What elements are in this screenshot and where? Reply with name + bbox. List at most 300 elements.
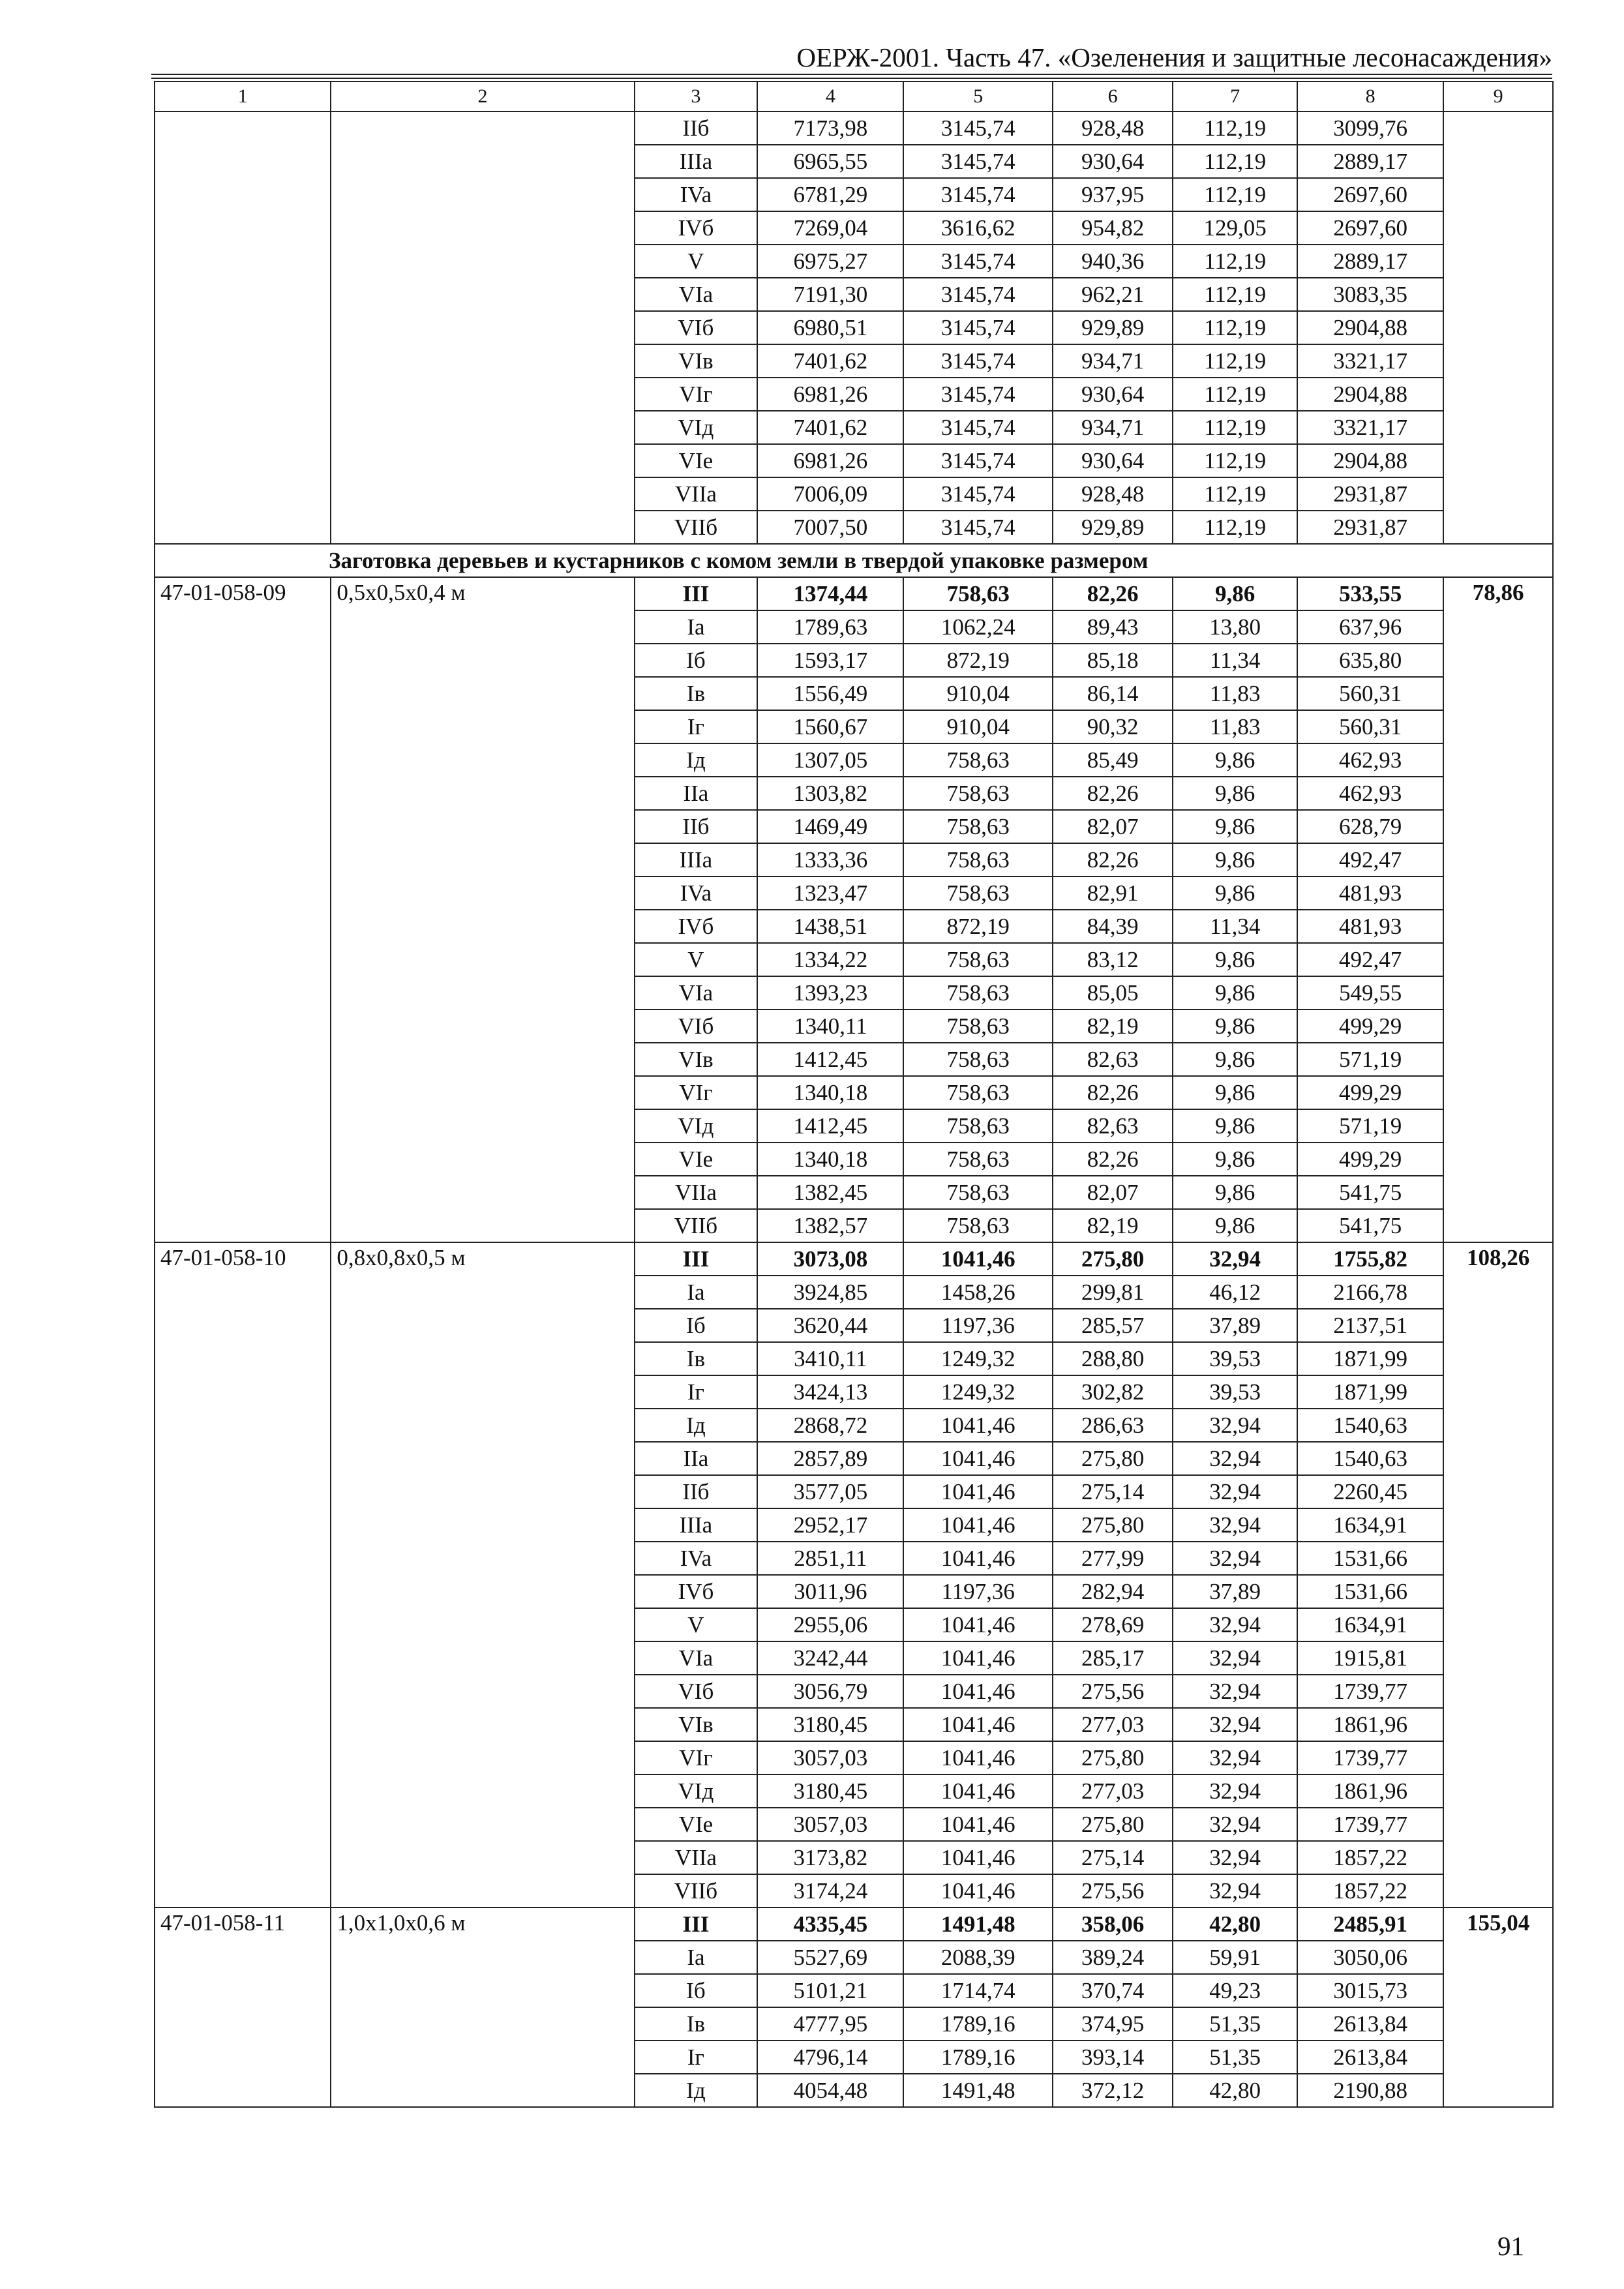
zone-cell: VIa bbox=[635, 278, 758, 311]
column-number: 9 bbox=[1443, 82, 1553, 112]
machines-cell: 82,91 bbox=[1053, 876, 1173, 910]
total-cost-cell: 1340,11 bbox=[757, 1010, 903, 1043]
total-cost-cell: 4335,45 bbox=[757, 1908, 903, 1941]
machines-cell: 934,71 bbox=[1053, 344, 1173, 378]
size-cell bbox=[331, 112, 634, 544]
total-cost-cell: 3057,03 bbox=[757, 1808, 903, 1841]
total-cost-cell: 3242,44 bbox=[757, 1641, 903, 1675]
zone-cell: VIв bbox=[635, 1043, 758, 1076]
materials-cell: 2904,88 bbox=[1297, 311, 1443, 344]
machinist-wages-cell: 42,80 bbox=[1173, 2074, 1297, 2107]
zone-cell: V bbox=[635, 245, 758, 278]
machines-cell: 358,06 bbox=[1053, 1908, 1173, 1941]
total-cost-cell: 3057,03 bbox=[757, 1741, 903, 1774]
col9-cell: 155,04 bbox=[1443, 1908, 1553, 2107]
machinist-wages-cell: 32,94 bbox=[1173, 1508, 1297, 1542]
code-cell: 47-01-058-09 bbox=[155, 577, 331, 1242]
machinist-wages-cell: 129,05 bbox=[1173, 211, 1297, 245]
machinist-wages-cell: 42,80 bbox=[1173, 1908, 1297, 1941]
zone-cell: VIe bbox=[635, 1808, 758, 1841]
materials-cell: 3015,73 bbox=[1297, 1974, 1443, 2007]
total-cost-cell: 7401,62 bbox=[757, 344, 903, 378]
machines-cell: 90,32 bbox=[1053, 710, 1173, 743]
machinist-wages-cell: 112,19 bbox=[1173, 344, 1297, 378]
machines-cell: 393,14 bbox=[1053, 2041, 1173, 2074]
materials-cell: 1871,99 bbox=[1297, 1375, 1443, 1409]
total-cost-cell: 4777,95 bbox=[757, 2007, 903, 2041]
wages-cell: 3145,74 bbox=[903, 444, 1052, 477]
materials-cell: 1857,22 bbox=[1297, 1841, 1443, 1874]
zone-cell: III bbox=[635, 1908, 758, 1941]
wages-cell: 1041,46 bbox=[903, 1708, 1052, 1741]
size-cell: 0,5x0,5x0,4 м bbox=[331, 577, 634, 1242]
materials-cell: 2904,88 bbox=[1297, 444, 1443, 477]
zone-cell: IIб bbox=[635, 112, 758, 145]
machinist-wages-cell: 32,94 bbox=[1173, 1409, 1297, 1442]
zone-cell: VIIб bbox=[635, 1209, 758, 1242]
machinist-wages-cell: 112,19 bbox=[1173, 378, 1297, 411]
materials-cell: 2260,45 bbox=[1297, 1475, 1443, 1508]
machinist-wages-cell: 32,94 bbox=[1173, 1542, 1297, 1575]
total-cost-cell: 4796,14 bbox=[757, 2041, 903, 2074]
wages-cell: 758,63 bbox=[903, 810, 1052, 843]
machinist-wages-cell: 32,94 bbox=[1173, 1475, 1297, 1508]
machines-cell: 962,21 bbox=[1053, 278, 1173, 311]
zone-cell: VIa bbox=[635, 976, 758, 1010]
machines-cell: 929,89 bbox=[1053, 311, 1173, 344]
machines-cell: 277,99 bbox=[1053, 1542, 1173, 1575]
wages-cell: 758,63 bbox=[903, 743, 1052, 777]
wages-cell: 758,63 bbox=[903, 1076, 1052, 1109]
machinist-wages-cell: 9,86 bbox=[1173, 1010, 1297, 1043]
total-cost-cell: 2868,72 bbox=[757, 1409, 903, 1442]
wages-cell: 1197,36 bbox=[903, 1575, 1052, 1608]
machinist-wages-cell: 51,35 bbox=[1173, 2041, 1297, 2074]
machinist-wages-cell: 9,86 bbox=[1173, 1076, 1297, 1109]
total-cost-cell: 2955,06 bbox=[757, 1608, 903, 1641]
machinist-wages-cell: 9,86 bbox=[1173, 1176, 1297, 1209]
machinist-wages-cell: 32,94 bbox=[1173, 1242, 1297, 1276]
zone-cell: Ia bbox=[635, 1941, 758, 1974]
machines-cell: 275,80 bbox=[1053, 1242, 1173, 1276]
size-cell: 0,8x0,8x0,5 м bbox=[331, 1242, 634, 1908]
zone-cell: IVб bbox=[635, 1575, 758, 1608]
price-table-body bbox=[155, 82, 1553, 2107]
column-number: 1 bbox=[155, 82, 331, 112]
zone-cell: VIIб bbox=[635, 1874, 758, 1908]
machinist-wages-cell: 59,91 bbox=[1173, 1941, 1297, 1974]
machinist-wages-cell: 46,12 bbox=[1173, 1276, 1297, 1309]
machinist-wages-cell: 9,86 bbox=[1173, 743, 1297, 777]
total-cost-cell: 1593,17 bbox=[757, 644, 903, 677]
zone-cell: Iд bbox=[635, 743, 758, 777]
materials-cell: 481,93 bbox=[1297, 876, 1443, 910]
machines-cell: 930,64 bbox=[1053, 444, 1173, 477]
zone-cell: IIIa bbox=[635, 1508, 758, 1542]
wages-cell: 1789,16 bbox=[903, 2041, 1052, 2074]
materials-cell: 1540,63 bbox=[1297, 1409, 1443, 1442]
column-number: 5 bbox=[903, 82, 1052, 112]
materials-cell: 2697,60 bbox=[1297, 211, 1443, 245]
wages-cell: 1041,46 bbox=[903, 1741, 1052, 1774]
wages-cell: 910,04 bbox=[903, 677, 1052, 710]
materials-cell: 541,75 bbox=[1297, 1209, 1443, 1242]
materials-cell: 2931,87 bbox=[1297, 477, 1443, 511]
wages-cell: 1249,32 bbox=[903, 1375, 1052, 1409]
machinist-wages-cell: 112,19 bbox=[1173, 145, 1297, 178]
zone-cell: V bbox=[635, 943, 758, 976]
machines-cell: 82,63 bbox=[1053, 1109, 1173, 1143]
machinist-wages-cell: 32,94 bbox=[1173, 1708, 1297, 1741]
machines-cell: 285,57 bbox=[1053, 1309, 1173, 1342]
machines-cell: 86,14 bbox=[1053, 677, 1173, 710]
materials-cell: 2613,84 bbox=[1297, 2007, 1443, 2041]
total-cost-cell: 6965,55 bbox=[757, 145, 903, 178]
machinist-wages-cell: 32,94 bbox=[1173, 1841, 1297, 1874]
wages-cell: 758,63 bbox=[903, 1176, 1052, 1209]
header-rule-double bbox=[151, 78, 1552, 79]
machines-cell: 302,82 bbox=[1053, 1375, 1173, 1409]
machines-cell: 82,07 bbox=[1053, 1176, 1173, 1209]
zone-cell: V bbox=[635, 1608, 758, 1641]
total-cost-cell: 7401,62 bbox=[757, 411, 903, 444]
wages-cell: 1041,46 bbox=[903, 1841, 1052, 1874]
zone-cell: VIд bbox=[635, 1774, 758, 1808]
wages-cell: 1041,46 bbox=[903, 1475, 1052, 1508]
machinist-wages-cell: 11,34 bbox=[1173, 910, 1297, 943]
wages-cell: 3145,74 bbox=[903, 378, 1052, 411]
machines-cell: 389,24 bbox=[1053, 1941, 1173, 1974]
total-cost-cell: 1374,44 bbox=[757, 577, 903, 610]
materials-cell: 1634,91 bbox=[1297, 1608, 1443, 1641]
wages-cell: 758,63 bbox=[903, 1109, 1052, 1143]
machines-cell: 937,95 bbox=[1053, 178, 1173, 211]
materials-cell: 1871,99 bbox=[1297, 1342, 1443, 1375]
zone-cell: VIe bbox=[635, 444, 758, 477]
wages-cell: 3145,74 bbox=[903, 245, 1052, 278]
zone-cell: VIг bbox=[635, 378, 758, 411]
wages-cell: 1041,46 bbox=[903, 1608, 1052, 1641]
wages-cell: 1197,36 bbox=[903, 1309, 1052, 1342]
zone-cell: Iв bbox=[635, 2007, 758, 2041]
zone-cell: VIIa bbox=[635, 1176, 758, 1209]
materials-cell: 2613,84 bbox=[1297, 2041, 1443, 2074]
materials-cell: 3321,17 bbox=[1297, 411, 1443, 444]
zone-cell: VIд bbox=[635, 1109, 758, 1143]
total-cost-cell: 1393,23 bbox=[757, 976, 903, 1010]
materials-cell: 3050,06 bbox=[1297, 1941, 1443, 1974]
materials-cell: 499,29 bbox=[1297, 1143, 1443, 1176]
materials-cell: 492,47 bbox=[1297, 943, 1443, 976]
machines-cell: 929,89 bbox=[1053, 511, 1173, 544]
total-cost-cell: 1469,49 bbox=[757, 810, 903, 843]
machinist-wages-cell: 112,19 bbox=[1173, 511, 1297, 544]
machinist-wages-cell: 112,19 bbox=[1173, 444, 1297, 477]
machinist-wages-cell: 9,86 bbox=[1173, 577, 1297, 610]
materials-cell: 499,29 bbox=[1297, 1010, 1443, 1043]
zone-cell: VIг bbox=[635, 1076, 758, 1109]
total-cost-cell: 1340,18 bbox=[757, 1076, 903, 1109]
wages-cell: 758,63 bbox=[903, 943, 1052, 976]
total-cost-cell: 1560,67 bbox=[757, 710, 903, 743]
total-cost-cell: 3620,44 bbox=[757, 1309, 903, 1342]
total-cost-cell: 6980,51 bbox=[757, 311, 903, 344]
materials-cell: 1861,96 bbox=[1297, 1774, 1443, 1808]
wages-cell: 758,63 bbox=[903, 1209, 1052, 1242]
total-cost-cell: 1412,45 bbox=[757, 1109, 903, 1143]
total-cost-cell: 6975,27 bbox=[757, 245, 903, 278]
total-cost-cell: 3410,11 bbox=[757, 1342, 903, 1375]
machinist-wages-cell: 112,19 bbox=[1173, 245, 1297, 278]
total-cost-cell: 3424,13 bbox=[757, 1375, 903, 1409]
wages-cell: 3145,74 bbox=[903, 311, 1052, 344]
machines-cell: 275,14 bbox=[1053, 1841, 1173, 1874]
materials-cell: 571,19 bbox=[1297, 1109, 1443, 1143]
zone-cell: VIг bbox=[635, 1741, 758, 1774]
machines-cell: 370,74 bbox=[1053, 1974, 1173, 2007]
materials-cell: 1857,22 bbox=[1297, 1874, 1443, 1908]
zone-cell: VIб bbox=[635, 1675, 758, 1708]
materials-cell: 499,29 bbox=[1297, 1076, 1443, 1109]
machines-cell: 934,71 bbox=[1053, 411, 1173, 444]
wages-cell: 3145,74 bbox=[903, 411, 1052, 444]
machines-cell: 85,18 bbox=[1053, 644, 1173, 677]
wages-cell: 1491,48 bbox=[903, 1908, 1052, 1941]
wages-cell: 3145,74 bbox=[903, 178, 1052, 211]
total-cost-cell: 7269,04 bbox=[757, 211, 903, 245]
materials-cell: 481,93 bbox=[1297, 910, 1443, 943]
wages-cell: 758,63 bbox=[903, 843, 1052, 876]
wages-cell: 1041,46 bbox=[903, 1442, 1052, 1475]
materials-cell: 1634,91 bbox=[1297, 1508, 1443, 1542]
materials-cell: 2190,88 bbox=[1297, 2074, 1443, 2107]
total-cost-cell: 1382,45 bbox=[757, 1176, 903, 1209]
machinist-wages-cell: 32,94 bbox=[1173, 1608, 1297, 1641]
total-cost-cell: 4054,48 bbox=[757, 2074, 903, 2107]
wages-cell: 758,63 bbox=[903, 876, 1052, 910]
materials-cell: 1739,77 bbox=[1297, 1808, 1443, 1841]
machines-cell: 89,43 bbox=[1053, 610, 1173, 644]
total-cost-cell: 3180,45 bbox=[757, 1774, 903, 1808]
zone-cell: VIв bbox=[635, 1708, 758, 1741]
column-number: 4 bbox=[757, 82, 903, 112]
section-title-row bbox=[155, 544, 1553, 577]
total-cost-cell: 2952,17 bbox=[757, 1508, 903, 1542]
materials-cell: 560,31 bbox=[1297, 710, 1443, 743]
machinist-wages-cell: 51,35 bbox=[1173, 2007, 1297, 2041]
machines-cell: 954,82 bbox=[1053, 211, 1173, 245]
materials-cell: 1739,77 bbox=[1297, 1675, 1443, 1708]
table-row bbox=[155, 1908, 1553, 1941]
wages-cell: 910,04 bbox=[903, 710, 1052, 743]
machinist-wages-cell: 112,19 bbox=[1173, 411, 1297, 444]
header-rule bbox=[151, 74, 1552, 75]
machines-cell: 277,03 bbox=[1053, 1708, 1173, 1741]
machines-cell: 82,19 bbox=[1053, 1010, 1173, 1043]
wages-cell: 872,19 bbox=[903, 644, 1052, 677]
materials-cell: 571,19 bbox=[1297, 1043, 1443, 1076]
zone-cell: VIIa bbox=[635, 477, 758, 511]
machines-cell: 82,26 bbox=[1053, 1143, 1173, 1176]
zone-cell: VIв bbox=[635, 344, 758, 378]
materials-cell: 1755,82 bbox=[1297, 1242, 1443, 1276]
zone-cell: VIб bbox=[635, 1010, 758, 1043]
machines-cell: 928,48 bbox=[1053, 112, 1173, 145]
wages-cell: 1458,26 bbox=[903, 1276, 1052, 1309]
section-title: Заготовка деревьев и кустарников с комом земли в твердой упаковке размером bbox=[155, 544, 1553, 577]
wages-cell: 3145,74 bbox=[903, 112, 1052, 145]
materials-cell: 2697,60 bbox=[1297, 178, 1443, 211]
materials-cell: 1739,77 bbox=[1297, 1741, 1443, 1774]
wages-cell: 758,63 bbox=[903, 1043, 1052, 1076]
machines-cell: 83,12 bbox=[1053, 943, 1173, 976]
zone-cell: Iб bbox=[635, 1974, 758, 2007]
column-number: 6 bbox=[1053, 82, 1173, 112]
machines-cell: 275,80 bbox=[1053, 1508, 1173, 1542]
materials-cell: 1540,63 bbox=[1297, 1442, 1443, 1475]
machines-cell: 275,14 bbox=[1053, 1475, 1173, 1508]
total-cost-cell: 2851,11 bbox=[757, 1542, 903, 1575]
machinist-wages-cell: 11,34 bbox=[1173, 644, 1297, 677]
materials-cell: 2889,17 bbox=[1297, 245, 1443, 278]
total-cost-cell: 1412,45 bbox=[757, 1043, 903, 1076]
wages-cell: 1041,46 bbox=[903, 1641, 1052, 1675]
machines-cell: 928,48 bbox=[1053, 477, 1173, 511]
total-cost-cell: 7191,30 bbox=[757, 278, 903, 311]
zone-cell: Iг bbox=[635, 1375, 758, 1409]
materials-cell: 560,31 bbox=[1297, 677, 1443, 710]
col9-cell: 78,86 bbox=[1443, 577, 1553, 1242]
zone-cell: IIIa bbox=[635, 843, 758, 876]
machinist-wages-cell: 13,80 bbox=[1173, 610, 1297, 644]
code-cell: 47-01-058-11 bbox=[155, 1908, 331, 2107]
total-cost-cell: 5101,21 bbox=[757, 1974, 903, 2007]
machines-cell: 374,95 bbox=[1053, 2007, 1173, 2041]
machinist-wages-cell: 32,94 bbox=[1173, 1874, 1297, 1908]
zone-cell: VIe bbox=[635, 1143, 758, 1176]
zone-cell: Iд bbox=[635, 1409, 758, 1442]
materials-cell: 1915,81 bbox=[1297, 1641, 1443, 1675]
materials-cell: 3099,76 bbox=[1297, 112, 1443, 145]
machines-cell: 299,81 bbox=[1053, 1276, 1173, 1309]
materials-cell: 637,96 bbox=[1297, 610, 1443, 644]
machinist-wages-cell: 112,19 bbox=[1173, 477, 1297, 511]
wages-cell: 1789,16 bbox=[903, 2007, 1052, 2041]
machines-cell: 82,63 bbox=[1053, 1043, 1173, 1076]
machinist-wages-cell: 9,86 bbox=[1173, 876, 1297, 910]
zone-cell: Iб bbox=[635, 644, 758, 677]
total-cost-cell: 1303,82 bbox=[757, 777, 903, 810]
machinist-wages-cell: 37,89 bbox=[1173, 1575, 1297, 1608]
total-cost-cell: 3011,96 bbox=[757, 1575, 903, 1608]
machinist-wages-cell: 37,89 bbox=[1173, 1309, 1297, 1342]
wages-cell: 1041,46 bbox=[903, 1508, 1052, 1542]
machines-cell: 82,26 bbox=[1053, 777, 1173, 810]
machines-cell: 930,64 bbox=[1053, 378, 1173, 411]
zone-cell: IIIa bbox=[635, 145, 758, 178]
machinist-wages-cell: 9,86 bbox=[1173, 1109, 1297, 1143]
materials-cell: 2166,78 bbox=[1297, 1276, 1443, 1309]
machinist-wages-cell: 9,86 bbox=[1173, 1143, 1297, 1176]
machines-cell: 85,05 bbox=[1053, 976, 1173, 1010]
machines-cell: 285,17 bbox=[1053, 1641, 1173, 1675]
total-cost-cell: 1340,18 bbox=[757, 1143, 903, 1176]
zone-cell: III bbox=[635, 577, 758, 610]
zone-cell: VIIб bbox=[635, 511, 758, 544]
total-cost-cell: 6981,26 bbox=[757, 378, 903, 411]
materials-cell: 2904,88 bbox=[1297, 378, 1443, 411]
total-cost-cell: 7007,50 bbox=[757, 511, 903, 544]
wages-cell: 3145,74 bbox=[903, 145, 1052, 178]
machinist-wages-cell: 9,86 bbox=[1173, 976, 1297, 1010]
machines-cell: 288,80 bbox=[1053, 1342, 1173, 1375]
zone-cell: VIIa bbox=[635, 1841, 758, 1874]
zone-cell: IIб bbox=[635, 810, 758, 843]
machines-cell: 275,56 bbox=[1053, 1675, 1173, 1708]
materials-cell: 2485,91 bbox=[1297, 1908, 1443, 1941]
materials-cell: 3321,17 bbox=[1297, 344, 1443, 378]
zone-cell: IVб bbox=[635, 910, 758, 943]
machinist-wages-cell: 112,19 bbox=[1173, 178, 1297, 211]
machinist-wages-cell: 9,86 bbox=[1173, 810, 1297, 843]
code-cell: 47-01-058-10 bbox=[155, 1242, 331, 1908]
materials-cell: 2889,17 bbox=[1297, 145, 1443, 178]
machines-cell: 940,36 bbox=[1053, 245, 1173, 278]
wages-cell: 1041,46 bbox=[903, 1874, 1052, 1908]
machinist-wages-cell: 39,53 bbox=[1173, 1342, 1297, 1375]
total-cost-cell: 3073,08 bbox=[757, 1242, 903, 1276]
machines-cell: 278,69 bbox=[1053, 1608, 1173, 1641]
machines-cell: 275,80 bbox=[1053, 1442, 1173, 1475]
machines-cell: 930,64 bbox=[1053, 145, 1173, 178]
zone-cell: III bbox=[635, 1242, 758, 1276]
machinist-wages-cell: 11,83 bbox=[1173, 677, 1297, 710]
machinist-wages-cell: 112,19 bbox=[1173, 112, 1297, 145]
wages-cell: 1041,46 bbox=[903, 1675, 1052, 1708]
machinist-wages-cell: 9,86 bbox=[1173, 777, 1297, 810]
total-cost-cell: 1333,36 bbox=[757, 843, 903, 876]
machinist-wages-cell: 32,94 bbox=[1173, 1741, 1297, 1774]
zone-cell: Iг bbox=[635, 710, 758, 743]
total-cost-cell: 1556,49 bbox=[757, 677, 903, 710]
materials-cell: 2931,87 bbox=[1297, 511, 1443, 544]
wages-cell: 3145,74 bbox=[903, 477, 1052, 511]
machinist-wages-cell: 9,86 bbox=[1173, 1043, 1297, 1076]
wages-cell: 758,63 bbox=[903, 1143, 1052, 1176]
materials-cell: 1531,66 bbox=[1297, 1575, 1443, 1608]
total-cost-cell: 3924,85 bbox=[757, 1276, 903, 1309]
materials-cell: 1531,66 bbox=[1297, 1542, 1443, 1575]
materials-cell: 549,55 bbox=[1297, 976, 1443, 1010]
machinist-wages-cell: 32,94 bbox=[1173, 1808, 1297, 1841]
machinist-wages-cell: 32,94 bbox=[1173, 1774, 1297, 1808]
wages-cell: 1041,46 bbox=[903, 1774, 1052, 1808]
machinist-wages-cell: 112,19 bbox=[1173, 311, 1297, 344]
wages-cell: 1714,74 bbox=[903, 1974, 1052, 2007]
wages-cell: 1041,46 bbox=[903, 1242, 1052, 1276]
zone-cell: IIб bbox=[635, 1475, 758, 1508]
table-row bbox=[155, 1242, 1553, 1276]
machinist-wages-cell: 9,86 bbox=[1173, 943, 1297, 976]
zone-cell: IIa bbox=[635, 1442, 758, 1475]
code-cell bbox=[155, 112, 331, 544]
machines-cell: 277,03 bbox=[1053, 1774, 1173, 1808]
wages-cell: 2088,39 bbox=[903, 1941, 1052, 1974]
machinist-wages-cell: 112,19 bbox=[1173, 278, 1297, 311]
wages-cell: 1041,46 bbox=[903, 1409, 1052, 1442]
materials-cell: 541,75 bbox=[1297, 1176, 1443, 1209]
total-cost-cell: 3056,79 bbox=[757, 1675, 903, 1708]
